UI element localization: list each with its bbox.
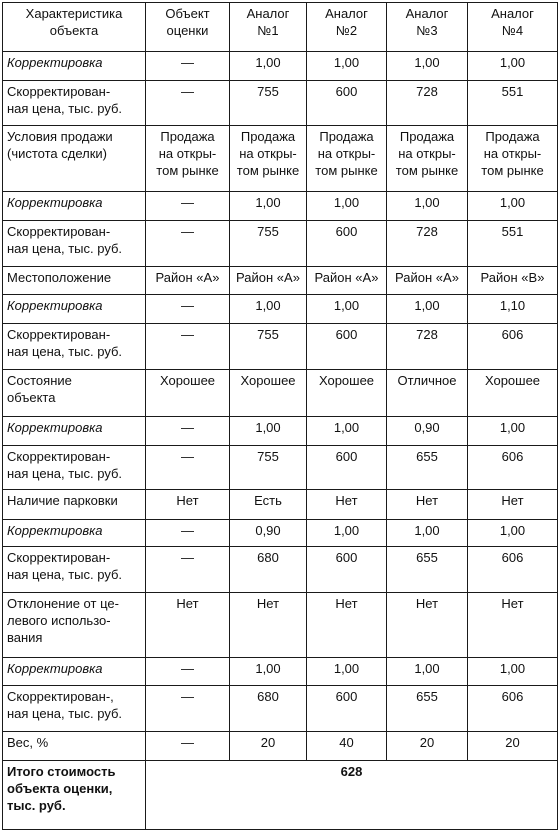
cell-analog-2: 1,00 [307,417,387,445]
row-label: Вес, % [3,731,146,760]
cell-object: — [146,445,230,489]
table-row [3,80,558,125]
cell-object: Нет [146,490,230,519]
cell-analog-2: 600 [307,80,387,125]
cell-analog-3: 655 [387,445,468,489]
cell-object: Продажа на откры- том рынке [146,126,230,192]
cell-analog-2: 600 [307,546,387,593]
row-label: Скорректирован- ная цена, тыс. руб. [3,221,146,266]
row-label: Скорректирован- ная цена, тыс. руб. [3,80,146,125]
cell-analog-1: 1,00 [230,51,307,80]
cell-analog-2: Хорошее [307,369,387,417]
cell-analog-3: 1,00 [387,295,468,324]
cell-analog-2: Продажа на откры- том рынке [307,126,387,192]
row-label: Корректировка [3,658,146,686]
cell-analog-1: 755 [230,445,307,489]
cell-object: — [146,686,230,731]
cell-analog-4: 606 [468,546,558,593]
cell-analog-3: Продажа на откры- том рынке [387,126,468,192]
cell-analog-4: 606 [468,324,558,369]
cell-object: — [146,658,230,686]
cell-object: — [146,731,230,760]
total-row [3,761,558,830]
cell-analog-3: 1,00 [387,658,468,686]
cell-analog-1: 680 [230,686,307,731]
cell-analog-2: 600 [307,686,387,731]
cell-analog-4: 551 [468,221,558,266]
row-label: Состояние объекта [3,369,146,417]
cell-analog-2: 40 [307,731,387,760]
cell-analog-2: 1,00 [307,192,387,221]
cell-analog-1: 755 [230,221,307,266]
cell-object: — [146,324,230,369]
cell-object: Хорошее [146,369,230,417]
cell-analog-4: 1,00 [468,192,558,221]
cell-analog-3: 655 [387,686,468,731]
header-analog-1: Аналог №1 [230,3,307,52]
table-row [3,221,558,266]
cell-analog-4: 1,00 [468,519,558,546]
cell-analog-4: 1,10 [468,295,558,324]
row-label: Наличие парковки [3,490,146,519]
table-row [3,417,558,445]
table-row [3,51,558,80]
header-object: Объект оценки [146,3,230,52]
table-row [3,295,558,324]
table-row [3,369,558,417]
table-row [3,658,558,686]
cell-analog-1: 680 [230,546,307,593]
cell-analog-3: 1,00 [387,51,468,80]
table-row [3,126,558,192]
cell-object: Район «А» [146,266,230,294]
row-label: Скорректирован- ная цена, тыс. руб. [3,546,146,593]
cell-analog-2: 600 [307,221,387,266]
cell-analog-1: Нет [230,593,307,658]
cell-analog-4: Продажа на откры- том рынке [468,126,558,192]
cell-analog-4: 1,00 [468,51,558,80]
cell-analog-1: 755 [230,324,307,369]
cell-analog-3: 655 [387,546,468,593]
cell-analog-4: 606 [468,445,558,489]
cell-analog-3: Район «А» [387,266,468,294]
cell-analog-1: 0,90 [230,519,307,546]
cell-analog-4: Хорошее [468,369,558,417]
cell-analog-4: 606 [468,686,558,731]
total-value: 628 [146,761,558,830]
table-row [3,324,558,369]
row-label: Местоположение [3,266,146,294]
cell-analog-3: Нет [387,593,468,658]
cell-analog-2: 1,00 [307,519,387,546]
cell-analog-2: 600 [307,324,387,369]
cell-analog-3: Нет [387,490,468,519]
cell-analog-1: 1,00 [230,295,307,324]
cell-analog-3: 20 [387,731,468,760]
cell-analog-1: 755 [230,80,307,125]
table-row [3,192,558,221]
cell-analog-3: 728 [387,80,468,125]
header-analog-4: Аналог №4 [468,3,558,52]
cell-object: — [146,519,230,546]
row-label: Условия продажи (чистота сделки) [3,126,146,192]
cell-analog-2: Нет [307,593,387,658]
table-row [3,731,558,760]
cell-analog-3: 1,00 [387,519,468,546]
cell-object: Нет [146,593,230,658]
total-label: Итого стоимость объекта оценки, тыс. руб. [3,761,146,830]
cell-object: — [146,295,230,324]
cell-object: — [146,417,230,445]
cell-analog-3: 728 [387,324,468,369]
cell-analog-4: Район «В» [468,266,558,294]
cell-analog-2: 1,00 [307,295,387,324]
valuation-table [2,2,558,830]
cell-analog-1: 1,00 [230,658,307,686]
table-row [3,519,558,546]
cell-analog-4: 1,00 [468,417,558,445]
table-row [3,546,558,593]
header-analog-3: Аналог №3 [387,3,468,52]
row-label: Корректировка [3,417,146,445]
cell-analog-2: 1,00 [307,658,387,686]
cell-analog-1: Продажа на откры- том рынке [230,126,307,192]
table-row [3,686,558,731]
cell-analog-2: 1,00 [307,51,387,80]
cell-analog-4: Нет [468,593,558,658]
cell-analog-1: Район «А» [230,266,307,294]
row-label: Корректировка [3,295,146,324]
header-characteristic: Характеристика объекта [3,3,146,52]
header-analog-2: Аналог №2 [307,3,387,52]
row-label: Скорректирован- ная цена, тыс. руб. [3,445,146,489]
table-row [3,593,558,658]
table-row [3,490,558,519]
row-label: Скорректирован-, ная цена, тыс. руб. [3,686,146,731]
cell-analog-4: 1,00 [468,658,558,686]
cell-analog-2: Нет [307,490,387,519]
cell-analog-3: 1,00 [387,192,468,221]
row-label: Отклонение от це- левого использо- вания [3,593,146,658]
cell-analog-3: Отличное [387,369,468,417]
cell-analog-4: 551 [468,80,558,125]
cell-analog-1: 20 [230,731,307,760]
cell-object: — [146,51,230,80]
row-label: Скорректирован- ная цена, тыс. руб. [3,324,146,369]
cell-analog-1: Есть [230,490,307,519]
cell-object: — [146,80,230,125]
cell-analog-1: Хорошее [230,369,307,417]
cell-analog-3: 0,90 [387,417,468,445]
cell-analog-4: 20 [468,731,558,760]
cell-analog-4: Нет [468,490,558,519]
cell-analog-2: 600 [307,445,387,489]
cell-analog-1: 1,00 [230,192,307,221]
cell-analog-3: 728 [387,221,468,266]
row-label: Корректировка [3,192,146,221]
cell-object: — [146,192,230,221]
table-row [3,266,558,294]
table-row [3,445,558,489]
cell-object: — [146,546,230,593]
row-label: Корректировка [3,51,146,80]
cell-analog-1: 1,00 [230,417,307,445]
cell-analog-2: Район «А» [307,266,387,294]
cell-object: — [146,221,230,266]
header-row [3,3,558,52]
row-label: Корректировка [3,519,146,546]
